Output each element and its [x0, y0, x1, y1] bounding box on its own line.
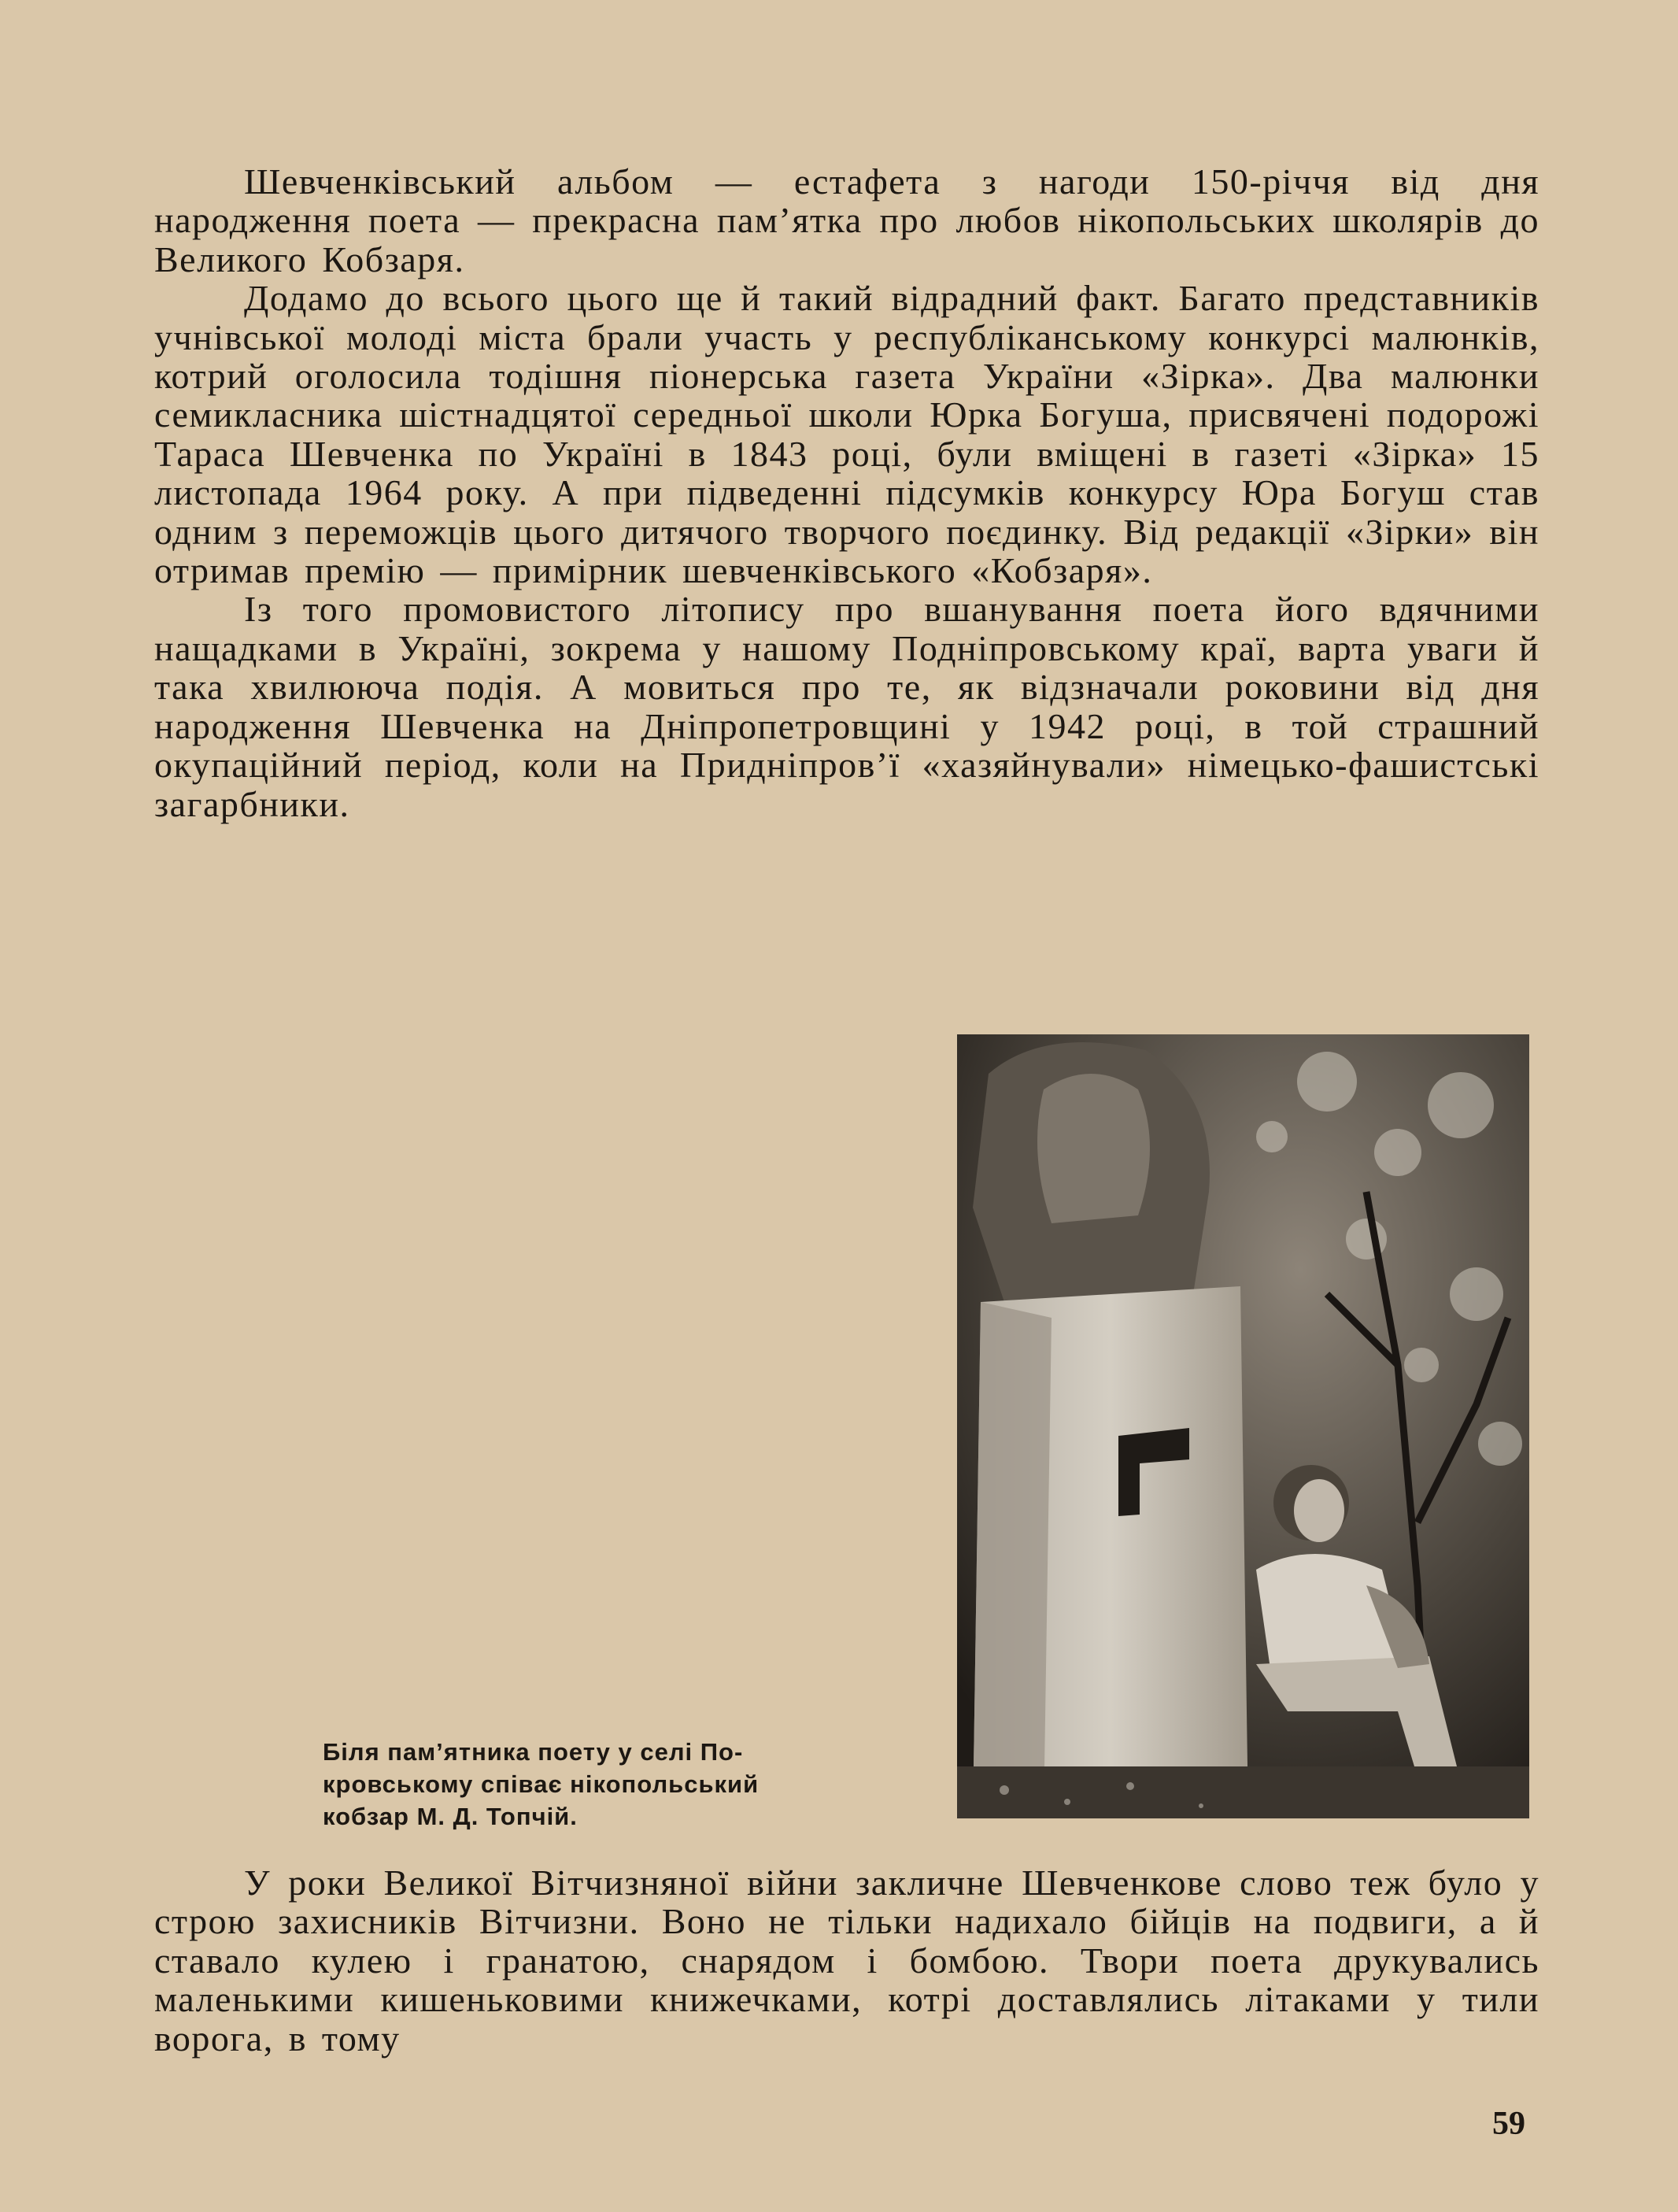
- paragraph-war-years: У роки Великої Вітчизняної війни закличне Шевченкове слово теж було у строю захисників Вітчизни. Воно не тільки надихало бійців на подвиги, а й ставало кулею і гранатою, снарядом і бомбою. Твори поета друкувались маленькими кишеньковими книжечками, котрі доставлялись літаками у тили ворога, в тому: [154, 1862, 1539, 2058]
- page-number: 59: [1492, 2106, 1525, 2142]
- caption-line: Біля пам’ятника поету у селі По-: [323, 1738, 744, 1766]
- caption-line: кобзар М. Д. Топчій.: [323, 1803, 578, 1830]
- paragraph-drawing-contest: Додамо до всього цього ще й такий відрадний факт. Багато представників учнівської молоді міста брали участь у республіканському конкурсі малюнків, котрий оголосила тодішня піонерська газета України «Зірка». Два малюнки семикласника шістнадцятої середньої школи Юрка Богуша, присвячені подорожі Тараса Шевченка по Україні в 1843 році, були вміщені в газеті «Зірка» 15 листопада 1964 року. А при підведенні підсумків конкурсу Юра Богуш став одним з переможців цього дитячого творчого поєдинку. Від редакції «Зірки» він отримав премію — примірник шевченківського «Кобзаря».: [154, 278, 1539, 591]
- photo-kobzar-at-monument: [957, 1034, 1529, 1818]
- photo-image: [957, 1034, 1529, 1818]
- body-text-bottom: [154, 1863, 1539, 2058]
- photo-caption: [323, 1736, 905, 1833]
- caption-line: кровському співає нікопольський: [323, 1770, 760, 1798]
- body-text-top: [154, 162, 1539, 823]
- paragraph-anniversary-1942: Із того промовистого літопису про вшанування поета його вдячними нащадками в Україні, зокрема у нашому Подніпровському краї, варта уваги й така хвилююча подія. А мовиться про те, як відзначали роковини від дня народження Шевченка на Дніпропетровщині у 1942 році, в той страшний окупаційний період, коли на Придніпров’ї «хазяйнували» німецько-фашистські загарбники.: [154, 589, 1539, 824]
- paragraph-album: Шевченківський альбом — естафета з нагоди 150-річчя від дня народження поета — прекрасна пам’ятка про любов нікопольських школярів до Великого Кобзаря.: [154, 161, 1539, 279]
